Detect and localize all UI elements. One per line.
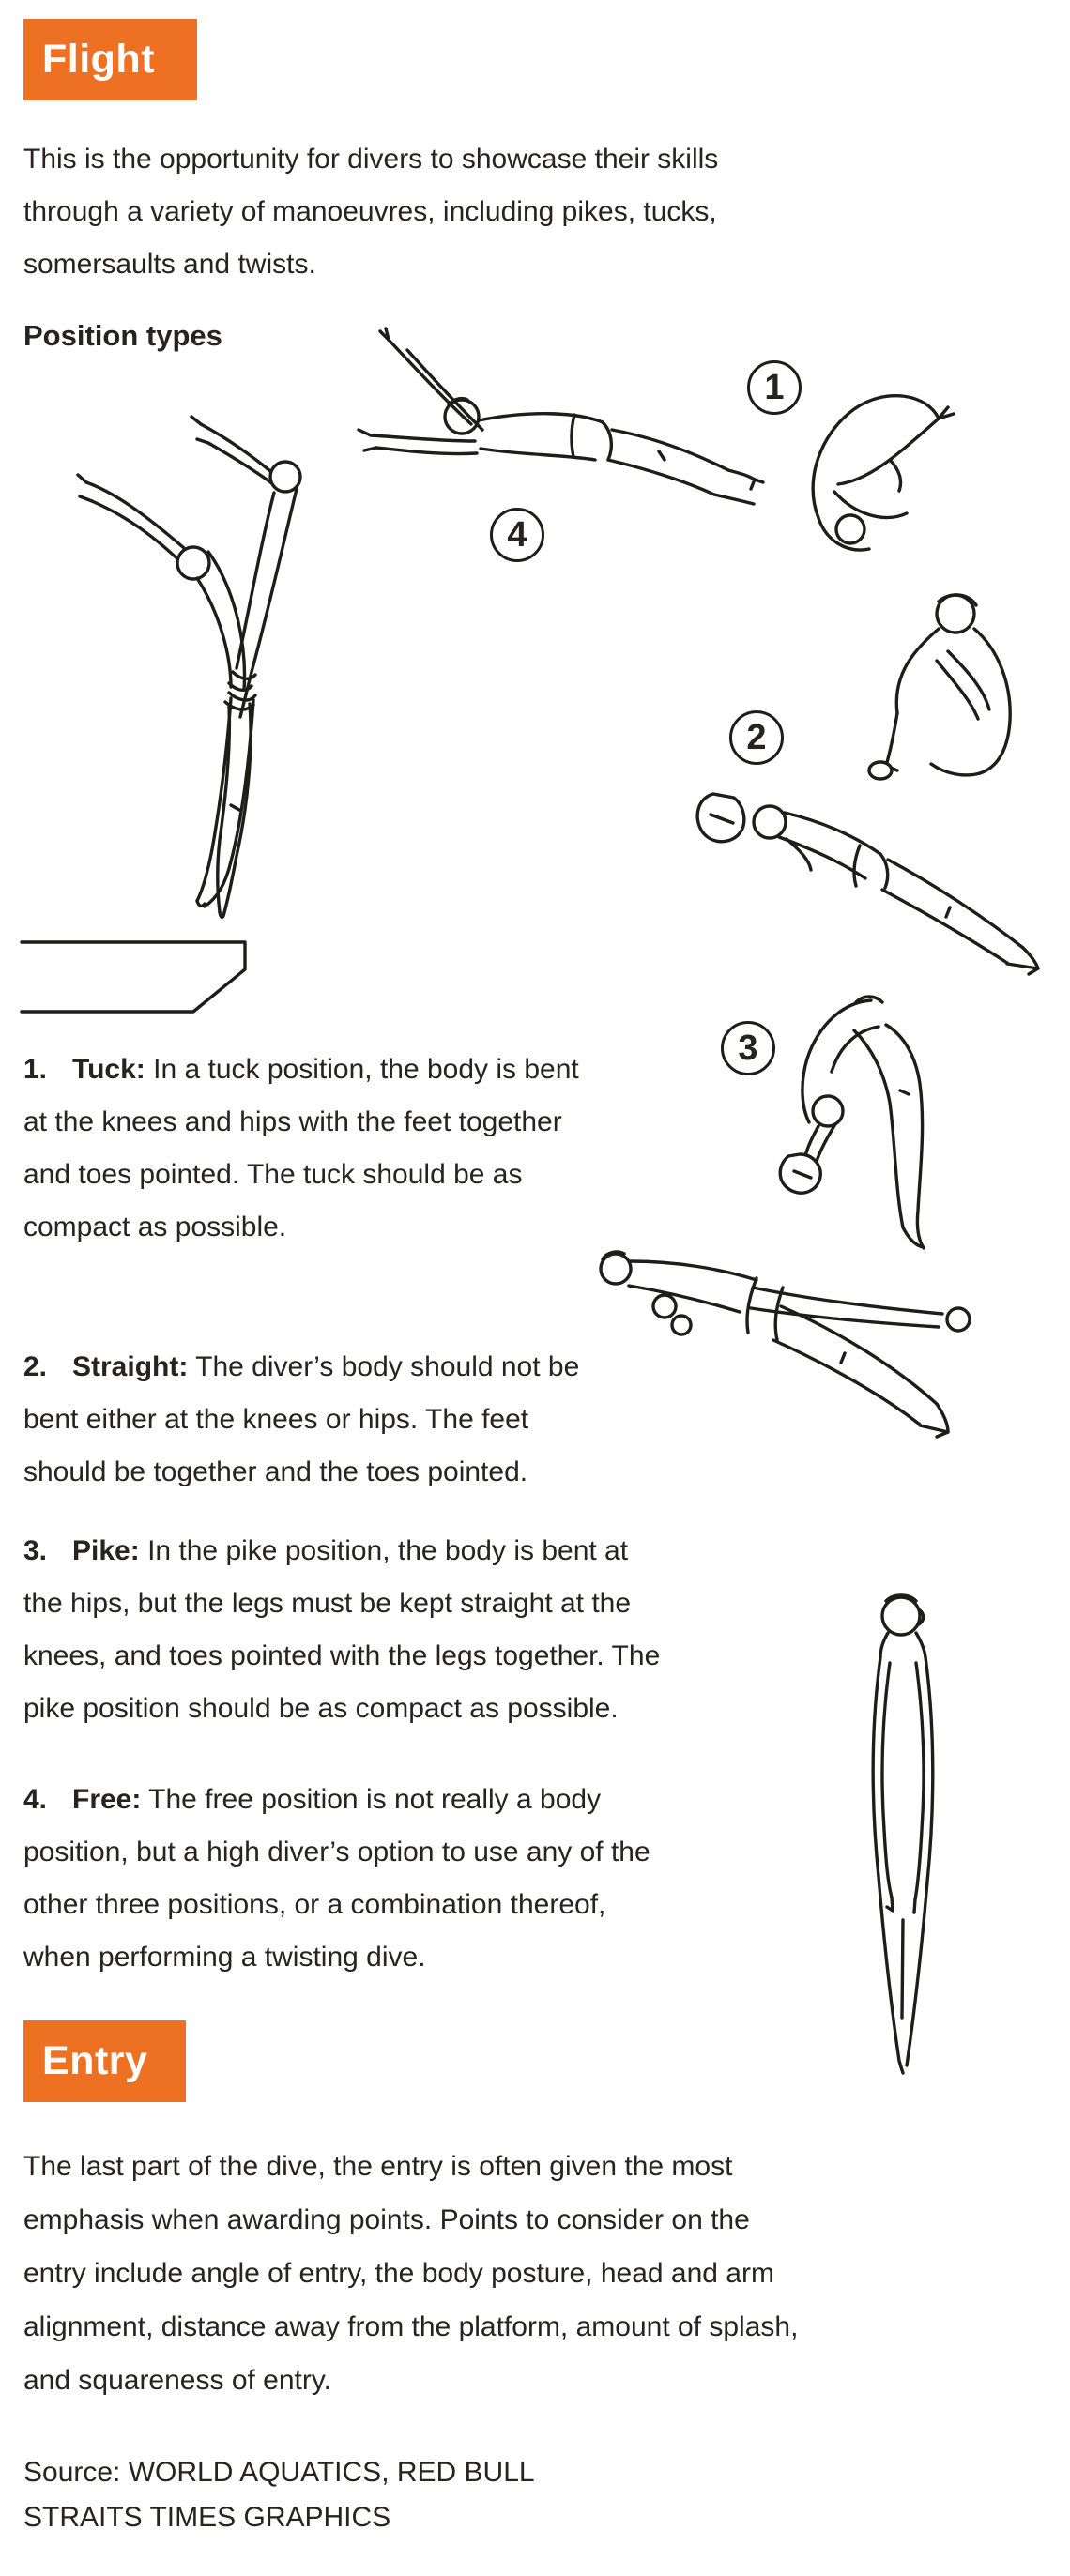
source-credit [23, 2450, 535, 2540]
position-item-number: 1. [23, 1054, 48, 1085]
entry-section-title: Entry [42, 2038, 148, 2083]
position-marker-2-number: 2 [746, 717, 767, 757]
diver-tuck-roll-illustration [813, 396, 954, 550]
position-marker-3 [721, 1021, 775, 1075]
position-item-label: Tuck: [72, 1054, 145, 1085]
position-item-line: other three positions, or a combination thereof, [23, 1889, 606, 1920]
position-item-line: compact as possible. [23, 1212, 287, 1242]
flight-section-badge [23, 19, 197, 100]
position-item-line: 3. Pike: In the pike position, the body is bent at [23, 1525, 660, 1578]
entry-paragraph [23, 2140, 798, 2407]
diver-straight-flying-illustration [359, 328, 763, 504]
entry-line: emphasis when awarding points. Points to consider on the [23, 2204, 750, 2235]
diver-takeoff-left-illustration [78, 475, 253, 917]
source-line: Source: WORLD AQUATICS, RED BULL [23, 2457, 535, 2488]
entry-section-badge [23, 2020, 186, 2102]
position-types-heading: Position types [23, 319, 222, 352]
diver-tuck-seated-illustration [869, 595, 1010, 779]
position-marker-3-number: 3 [738, 1028, 758, 1068]
position-item-line: 4. Free: The free position is not really a body [23, 1774, 650, 1826]
diver-straight-horizontal-illustration [601, 1252, 970, 1437]
position-item-line: should be together and the toes pointed. [23, 1456, 528, 1487]
position-item-label: Straight: [72, 1351, 189, 1382]
diver-pike-illustration [780, 997, 924, 1248]
entry-line: alignment, distance away from the platform, amount of splash, [23, 2311, 799, 2342]
position-item-label: Free: [72, 1784, 142, 1815]
diver-takeoff-center-illustration [191, 417, 300, 907]
flight-intro-line: through a variety of manoeuvres, including pikes, tucks, [23, 196, 717, 227]
position-item-line: the hips, but the legs must be kept straight at the [23, 1588, 632, 1619]
diver-straight-descend-illustration [697, 794, 1038, 974]
position-item-number: 2. [23, 1351, 48, 1382]
position-item-line: 2. Straight: The diver’s body should not be [23, 1341, 579, 1394]
position-item-label: Pike: [72, 1535, 140, 1566]
flight-intro-line: somersaults and twists. [23, 249, 316, 280]
entry-line: and squareness of entry. [23, 2365, 331, 2396]
position-item-tuck [23, 1044, 579, 1254]
position-item-line: pike position should be as compact as possible. [23, 1693, 619, 1724]
entry-line: The last part of the dive, the entry is often given the most [23, 2151, 733, 2182]
position-marker-4-number: 4 [507, 514, 527, 555]
position-item-pike [23, 1525, 660, 1735]
position-item-line: position, but a high diver’s option to use any of the [23, 1837, 650, 1867]
position-item-line: bent either at the knees or hips. The feet [23, 1404, 529, 1435]
diving-platform-illustration [22, 942, 245, 1012]
source-line: STRAITS TIMES GRAPHICS [23, 2502, 391, 2533]
position-marker-4 [490, 508, 544, 562]
position-item-line: and toes pointed. The tuck should be as [23, 1159, 523, 1190]
position-marker-2 [729, 710, 784, 765]
position-item-line: when performing a twisting dive. [23, 1942, 426, 1973]
position-item-free [23, 1774, 650, 1984]
position-marker-1 [747, 360, 802, 415]
flight-section-title: Flight [42, 37, 156, 82]
flight-intro-line: This is the opportunity for divers to showcase their skills [23, 144, 719, 175]
position-item-number: 3. [23, 1535, 48, 1566]
position-item-number: 4. [23, 1784, 48, 1815]
diver-vertical-entry-illustration [873, 1595, 933, 2073]
position-item-line: knees, and toes pointed with the legs together. The [23, 1640, 661, 1671]
position-item-straight [23, 1341, 579, 1499]
entry-line: entry include angle of entry, the body posture, head and arm [23, 2258, 774, 2289]
position-marker-1-number: 1 [764, 367, 785, 407]
position-item-line: 1. Tuck: In a tuck position, the body is bent [23, 1044, 579, 1096]
flight-intro-paragraph [23, 133, 718, 291]
position-item-line: at the knees and hips with the feet together [23, 1106, 562, 1137]
